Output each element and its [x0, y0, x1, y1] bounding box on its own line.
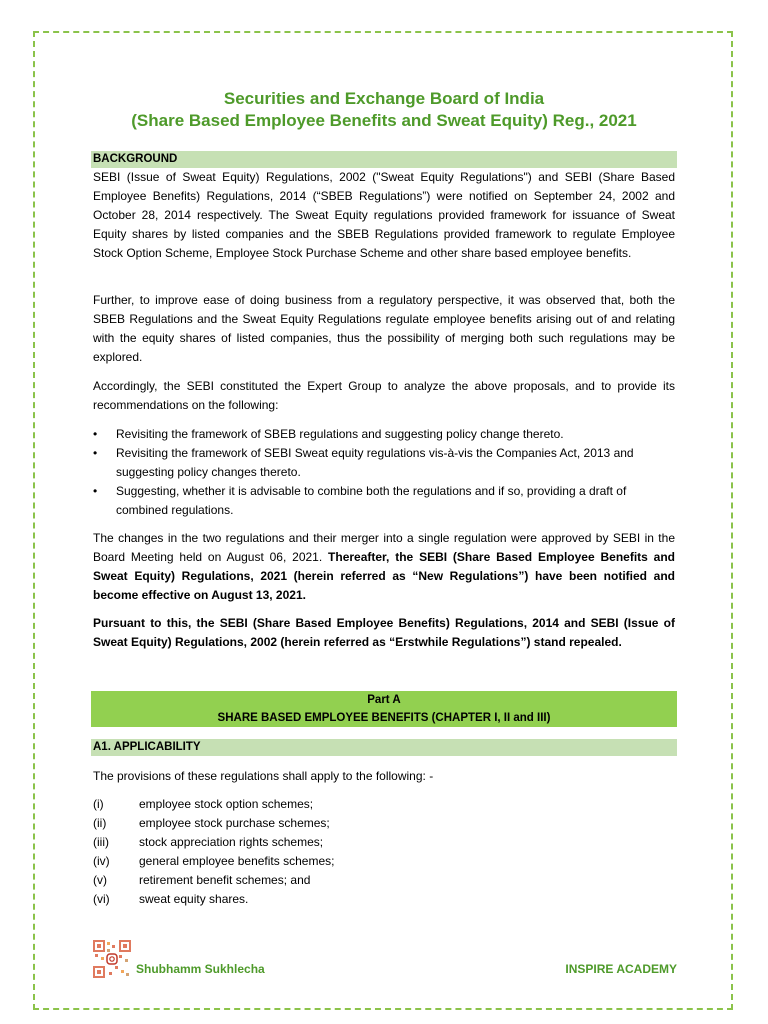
background-paragraph-5: Pursuant to this, the SEBI (Share Based Employee Benefits) Regulations, 2014 and SEBI (Issue of Sweat Equity) Regulations, 2002 (herein referred as “Erstwhile Regulations”) stand repealed.: [93, 616, 675, 649]
part-a-band-line1: Part A: [91, 691, 677, 709]
background-paragraph-1: SEBI (Issue of Sweat Equity) Regulations, 2002 ("Sweat Equity Regulations") and SEBI (Share Based Employee Benefits) Regulations, 2014 (“SBEB Regulations”) were notified on September 24, 2002 and October 28, 2014 respectively. The Sweat Equity regulations provided framework for issuance of Sweat Equity shares by listed companies and the SBEB Regulations provided framework to regulate Employee Stock Option Scheme, Employee Stock Purchase Scheme and other share based employee benefits.: [93, 170, 675, 260]
bullet-item: • Revisiting the framework of SEBI Sweat equity regulations vis-à-vis the Companies Act, 2013 and suggesting policy changes thereto.: [93, 446, 634, 479]
applicability-heading: A1. APPLICABILITY: [91, 739, 677, 756]
background-paragraph-4: The changes in the two regulations and their merger into a single regulation were approved by SEBI in the Board Meeting held on August 06, 2021. Thereafter, the SEBI (Share Based Employee Benefits and Sweat Equity) Regulations, 2021 (herein referred as “New Regulations”) have been notified and become effective on August 13, 2021.: [93, 531, 676, 602]
part-a-band-line2: SHARE BASED EMPLOYEE BENEFITS (CHAPTER I, II and III): [91, 709, 677, 727]
background-paragraph-2: Further, to improve ease of doing business from a regulatory perspective, it was observed that, both the SBEB Regulations and the Sweat Equity Regulations regulate employee benefits arising out of and relating with the equity shares of listed companies, thus the possibility of merging both such regulations may be explored.: [93, 293, 675, 364]
document-title-line1: Securities and Exchange Board of India: [223, 89, 545, 108]
footer-academy: INSPIRE ACADEMY: [565, 962, 677, 976]
bullet-icon: •: [93, 484, 98, 498]
qr-code-icon: [93, 940, 131, 978]
bullet-icon: •: [93, 427, 98, 441]
bullet-icon: •: [93, 446, 98, 460]
bullet-item: • Suggesting, whether it is advisable to combine both the regulations and if so, providing a draft of combined regulations.: [93, 484, 627, 517]
applicability-intro: The provisions of these regulations shall apply to the following: -: [93, 769, 434, 783]
document-title-line2: (Share Based Employee Benefits and Sweat Equity) Reg., 2021: [131, 111, 637, 130]
background-paragraph-3: Accordingly, the SEBI constituted the Expert Group to analyze the above proposals, and to provide its recommendations on the following:: [93, 379, 675, 412]
footer-author: Shubhamm Sukhlecha: [136, 962, 265, 976]
bullet-item: • Revisiting the framework of SBEB regulations and suggesting policy change thereto.: [93, 425, 675, 444]
background-heading: BACKGROUND: [91, 151, 677, 168]
